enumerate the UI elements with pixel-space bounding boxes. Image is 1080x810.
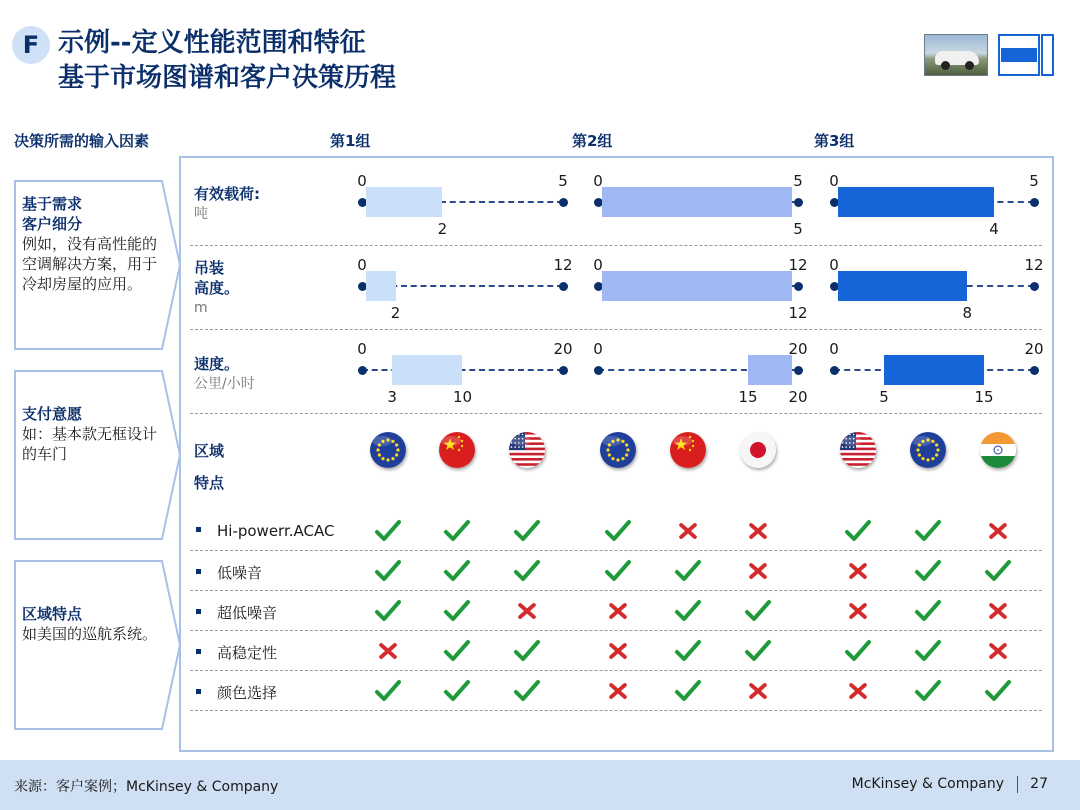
feature-label xyxy=(196,642,277,663)
axis-min-label: 0 xyxy=(829,340,839,358)
range-bar xyxy=(366,187,442,217)
check-icon xyxy=(513,677,541,705)
range-label-text: 有效载荷: xyxy=(194,185,260,203)
cross-icon xyxy=(606,639,630,663)
check-icon xyxy=(443,597,471,625)
range-endpoint-dot xyxy=(594,366,603,375)
cross-icon xyxy=(746,679,770,703)
feature-name: Hi-powerr.ACAC xyxy=(217,522,335,540)
china-flag-icon xyxy=(439,432,475,468)
feature-name: 高稳定性 xyxy=(217,644,278,662)
feature-label xyxy=(196,522,334,540)
cross-icon xyxy=(986,599,1010,623)
range-unit: 吨 xyxy=(194,206,208,222)
eu-flag-icon xyxy=(600,432,636,468)
footer-source: 来源：客户案例；McKinsey & Company xyxy=(14,779,279,795)
cross-icon xyxy=(515,599,539,623)
range-bar xyxy=(366,271,396,301)
axis-min-label: 0 xyxy=(593,340,603,358)
cross-icon xyxy=(846,599,870,623)
axis-min-label: 0 xyxy=(357,256,367,274)
footer-divider xyxy=(1017,776,1018,793)
axis-max-label: 5 xyxy=(793,172,803,190)
range-bar xyxy=(838,271,967,301)
left-box-body: 如：基本款无框设计的车门 xyxy=(22,425,158,463)
axis-max-label: 12 xyxy=(1024,256,1044,274)
range-label-speed xyxy=(194,354,255,394)
range-low-label: 3 xyxy=(387,388,397,406)
page-number: 27 xyxy=(1030,776,1048,792)
axis-max-label: 20 xyxy=(553,340,573,358)
layout-icon xyxy=(998,34,1054,76)
cross-icon xyxy=(606,679,630,703)
check-icon xyxy=(984,557,1012,585)
range-label-payload xyxy=(194,184,260,224)
range-endpoint-dot xyxy=(559,282,568,291)
check-icon xyxy=(604,517,632,545)
check-icon xyxy=(914,557,942,585)
group-2-heading: 第2组 xyxy=(572,132,613,150)
eu-flag-icon xyxy=(370,432,406,468)
left-box-title: 基于需求 客户细分 xyxy=(22,195,83,233)
check-icon xyxy=(443,677,471,705)
check-icon xyxy=(374,597,402,625)
check-icon xyxy=(443,517,471,545)
left-column-heading: 决策所需的输入因素 xyxy=(14,132,150,150)
feature-label xyxy=(196,602,277,623)
car-photo-thumbnail xyxy=(924,34,988,76)
feature-name: 颜色选择 xyxy=(217,684,278,702)
row-separator xyxy=(190,550,1042,551)
check-icon xyxy=(443,557,471,585)
cross-icon xyxy=(746,519,770,543)
check-icon xyxy=(674,597,702,625)
china-flag-icon xyxy=(670,432,706,468)
range-low-label: 15 xyxy=(738,388,758,406)
left-box-body: 例如，没有高性能的空调解决方案，用于冷却房屋的应用。 xyxy=(22,235,158,293)
cross-icon xyxy=(606,599,630,623)
row-separator xyxy=(190,329,1042,330)
range-label-text: 速度。 xyxy=(194,355,240,373)
feature-label xyxy=(196,562,262,583)
check-icon xyxy=(374,677,402,705)
left-box-title: 区域特点 xyxy=(22,605,83,623)
range-bar xyxy=(602,271,792,301)
row-separator xyxy=(190,670,1042,671)
left-box-body: 如美国的巡航系统。 xyxy=(22,625,158,643)
check-icon xyxy=(844,637,872,665)
range-bar xyxy=(884,355,984,385)
check-icon xyxy=(604,557,632,585)
range-endpoint-dot xyxy=(1030,198,1039,207)
section-letter-badge: F xyxy=(12,26,50,64)
cross-icon xyxy=(376,639,400,663)
region-label: 区域 xyxy=(194,442,225,460)
range-label-lift-height xyxy=(194,258,239,318)
title-line-1: 示例--定义性能范围和特征 xyxy=(58,28,366,58)
check-icon xyxy=(844,517,872,545)
axis-min-label: 0 xyxy=(593,256,603,274)
check-icon xyxy=(513,517,541,545)
india-flag-icon xyxy=(980,432,1016,468)
range-high-label: 15 xyxy=(974,388,994,406)
check-icon xyxy=(744,597,772,625)
range-endpoint-dot xyxy=(1030,366,1039,375)
cross-icon xyxy=(746,559,770,583)
check-icon xyxy=(914,597,942,625)
range-high-label: 5 xyxy=(793,220,803,238)
range-low-label: 5 xyxy=(879,388,889,406)
check-icon xyxy=(374,517,402,545)
range-high-label: 8 xyxy=(962,304,973,322)
range-high-label: 10 xyxy=(452,388,473,406)
range-bar xyxy=(602,187,792,217)
check-icon xyxy=(374,557,402,585)
axis-min-label: 0 xyxy=(829,256,839,274)
japan-flag-icon xyxy=(740,432,776,468)
feature-label xyxy=(196,682,277,703)
axis-max-label: 12 xyxy=(553,256,573,274)
range-high-label: 20 xyxy=(788,388,808,406)
axis-min-label: 0 xyxy=(593,172,603,190)
check-icon xyxy=(914,517,942,545)
range-endpoint-dot xyxy=(794,282,803,291)
axis-min-label: 0 xyxy=(357,172,367,190)
range-bar xyxy=(392,355,462,385)
page-title xyxy=(58,26,396,96)
axis-min-label: 0 xyxy=(357,340,367,358)
range-label-text: 吊装 高度。 xyxy=(194,259,240,297)
check-icon xyxy=(513,637,541,665)
range-unit: m xyxy=(194,300,208,316)
cross-icon xyxy=(846,559,870,583)
title-line-2: 基于市场图谱和客户决策历程 xyxy=(58,63,397,93)
axis-min-label: 0 xyxy=(829,172,839,190)
range-high-label: 12 xyxy=(788,304,808,322)
range-endpoint-dot xyxy=(358,366,367,375)
row-separator xyxy=(190,245,1042,246)
axis-max-label: 20 xyxy=(788,340,808,358)
axis-max-label: 20 xyxy=(1024,340,1044,358)
left-box-title: 支付意愿 xyxy=(22,405,83,423)
group-1-heading: 第1组 xyxy=(330,132,371,150)
usa-flag-icon xyxy=(840,432,876,468)
cross-icon xyxy=(986,639,1010,663)
axis-max-label: 5 xyxy=(558,172,568,190)
footer xyxy=(0,760,1080,810)
check-icon xyxy=(443,637,471,665)
range-bar xyxy=(748,355,792,385)
range-unit: 公里/小时 xyxy=(194,376,255,392)
check-icon xyxy=(914,677,942,705)
row-separator xyxy=(190,590,1042,591)
axis-max-label: 5 xyxy=(1029,172,1039,190)
row-separator xyxy=(190,630,1042,631)
row-separator xyxy=(190,710,1042,711)
check-icon xyxy=(674,637,702,665)
usa-flag-icon xyxy=(509,432,545,468)
feature-name: 低噪音 xyxy=(217,564,263,582)
group-3-heading: 第3组 xyxy=(814,132,855,150)
axis-max-label: 12 xyxy=(788,256,808,274)
footer-brand: McKinsey & Company xyxy=(851,776,1004,792)
range-endpoint-dot xyxy=(1030,282,1039,291)
range-endpoint-dot xyxy=(559,198,568,207)
check-icon xyxy=(674,557,702,585)
row-separator xyxy=(190,413,1042,414)
feature-name: 超低噪音 xyxy=(217,604,278,622)
features-label: 特点 xyxy=(194,474,225,492)
range-high-label: 2 xyxy=(390,304,401,322)
left-box-regional xyxy=(14,560,182,730)
left-box-willingness-to-pay xyxy=(14,370,182,540)
range-bar xyxy=(838,187,994,217)
left-box-segmentation xyxy=(14,180,182,350)
check-icon xyxy=(513,557,541,585)
check-icon xyxy=(744,637,772,665)
range-endpoint-dot xyxy=(830,366,839,375)
eu-flag-icon xyxy=(910,432,946,468)
cross-icon xyxy=(846,679,870,703)
cross-icon xyxy=(676,519,700,543)
cross-icon xyxy=(986,519,1010,543)
check-icon xyxy=(674,677,702,705)
range-high-label: 2 xyxy=(437,220,448,238)
range-endpoint-dot xyxy=(794,198,803,207)
check-icon xyxy=(914,637,942,665)
range-high-label: 4 xyxy=(989,220,999,238)
range-endpoint-dot xyxy=(559,366,568,375)
range-endpoint-dot xyxy=(794,366,803,375)
check-icon xyxy=(984,677,1012,705)
